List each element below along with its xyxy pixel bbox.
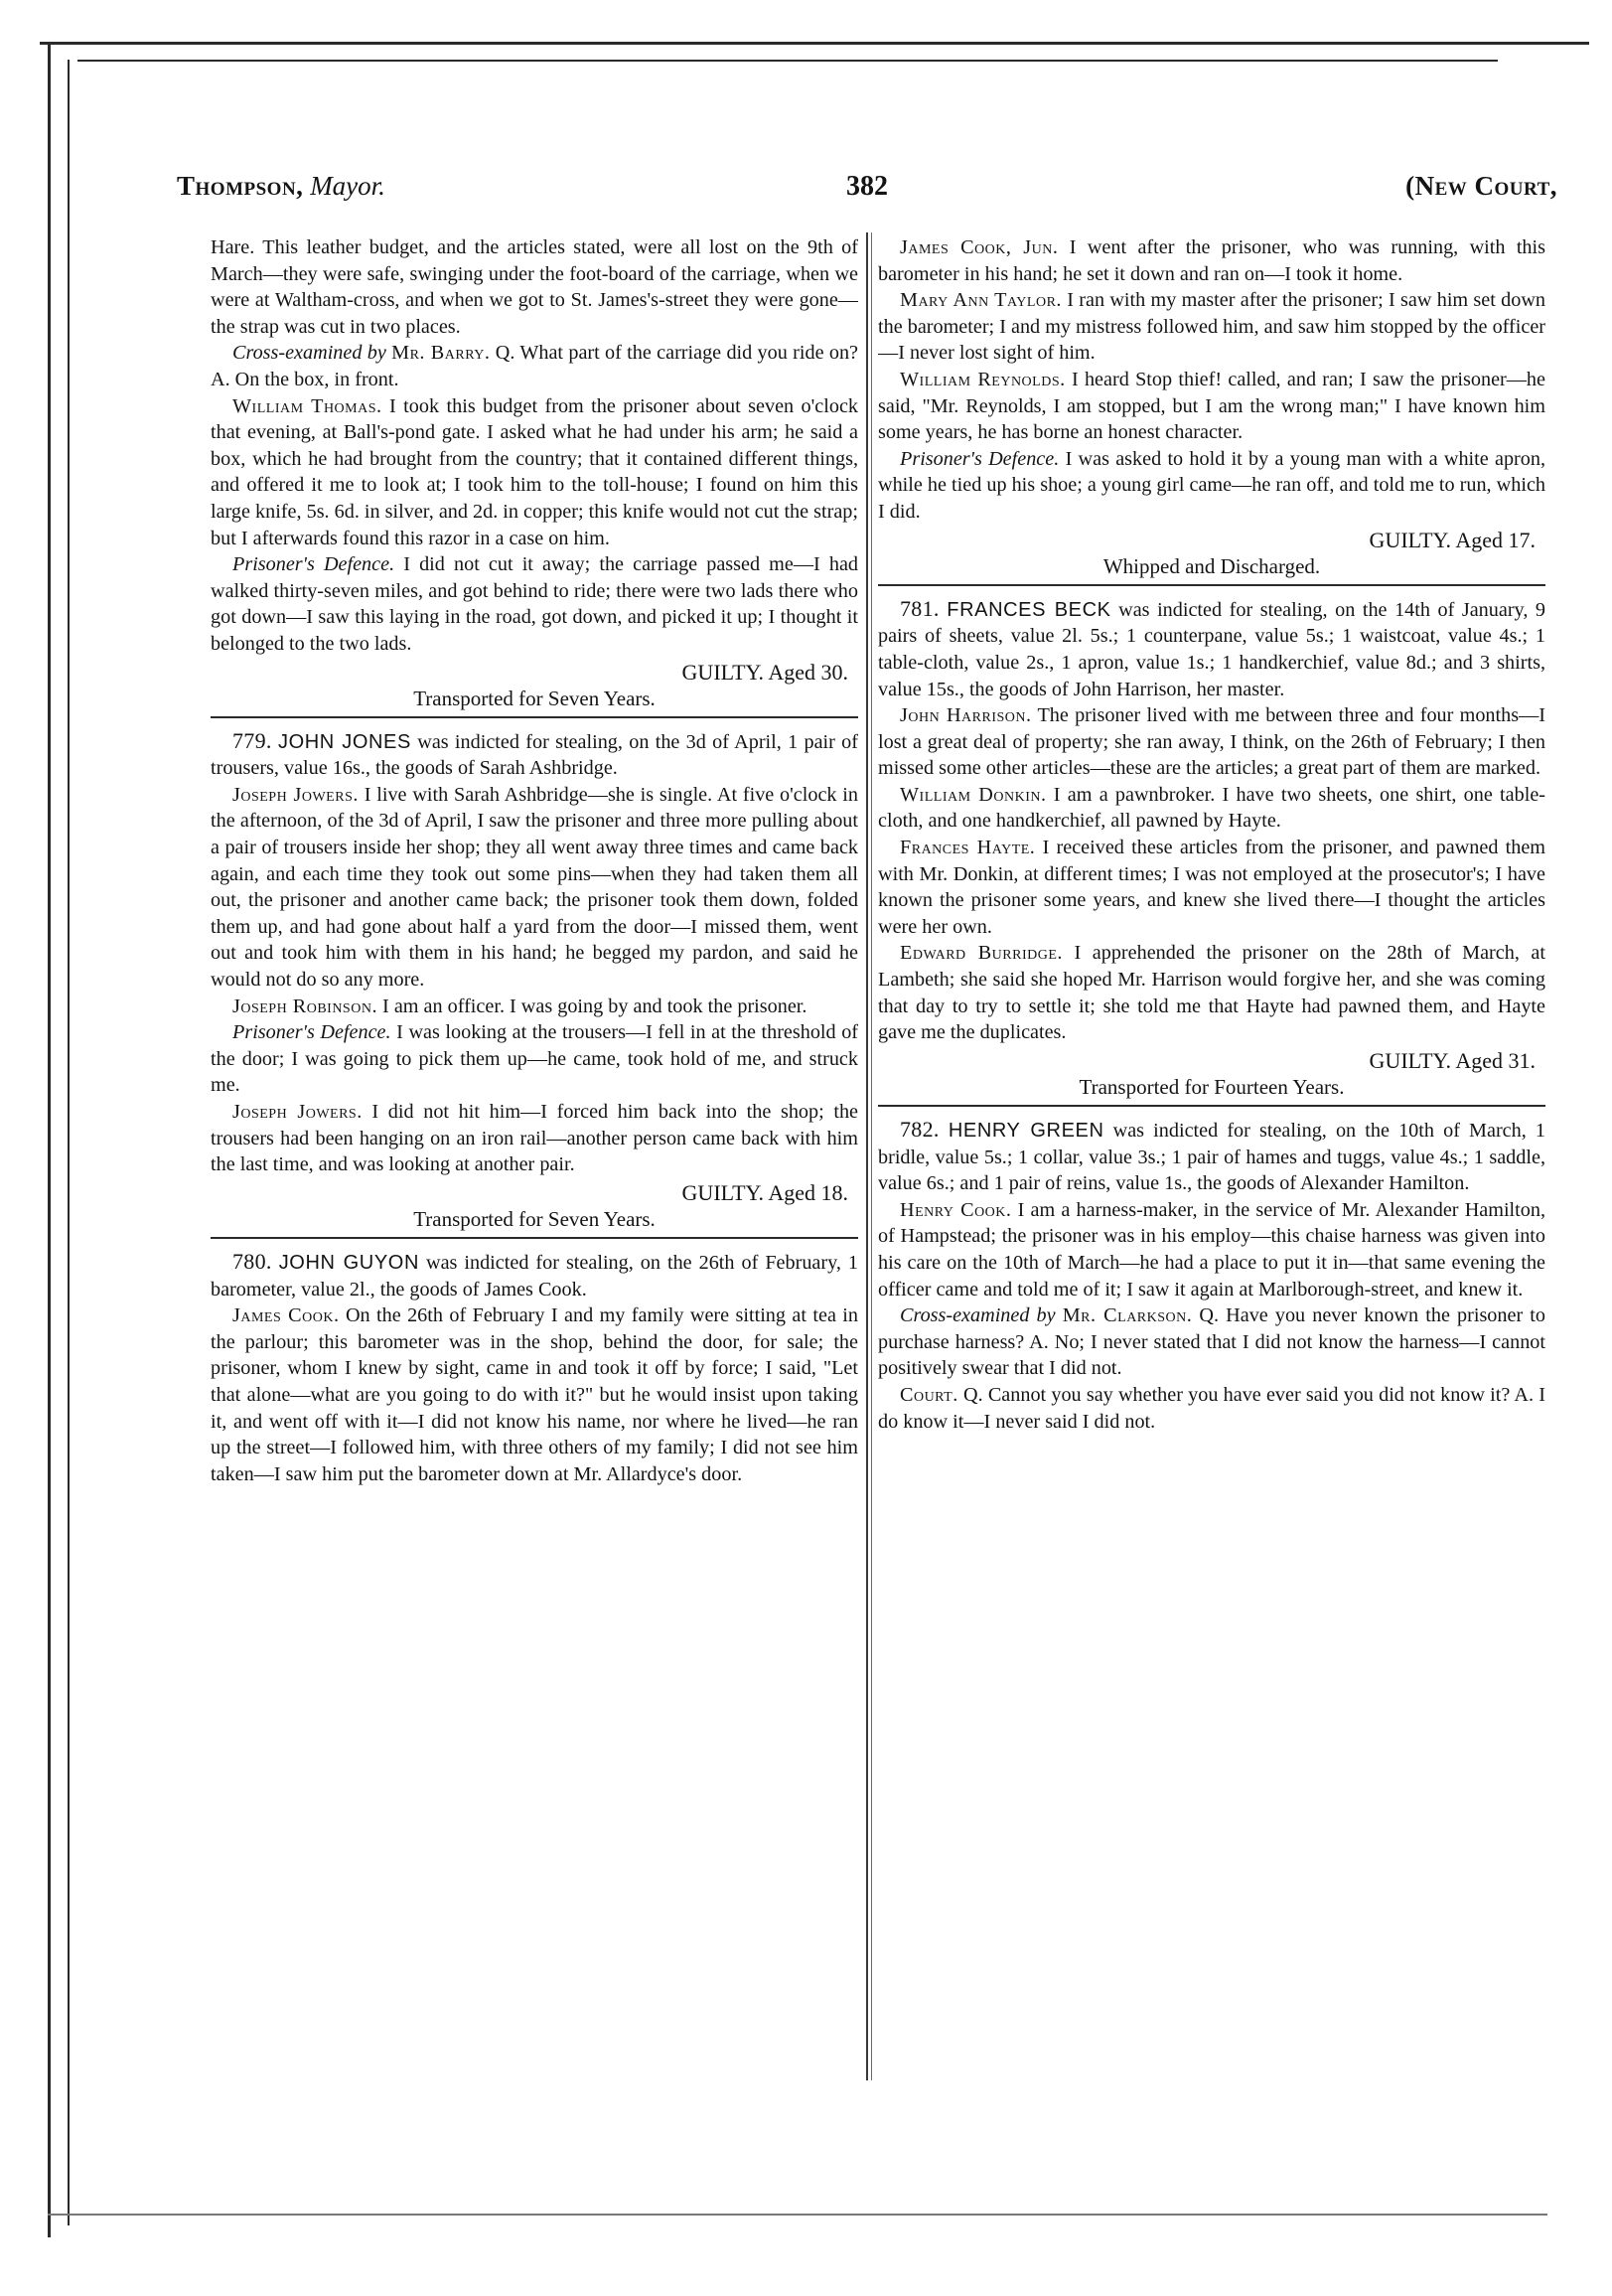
witness-name: James Cook. [232,1304,340,1327]
paragraph [878,446,1545,526]
paragraph [211,340,858,392]
defence-lead: Prisoner's Defence. [232,1021,391,1044]
testimony-text: I am an officer. I was going by and took the prisoner. [382,995,807,1017]
witness-name: James Cook, Jun. [900,236,1059,258]
paragraph [878,702,1545,782]
defence-lead: Prisoner's Defence. [232,553,395,576]
sentence: Transported for Seven Years. [413,1207,656,1232]
testimony-lead: Cross-examined by [900,1304,1056,1327]
testimony-text: I went after the prisoner, who was running, with this barometer in his hand; he set it down and ran on—I took it home. [878,236,1545,285]
witness-name: Mr. Barry. [391,342,491,365]
paragraph [211,782,858,994]
defence-lead: Prisoner's Defence. [900,447,1060,470]
paragraph [211,1099,858,1178]
verdict: GUILTY. Aged 18. [681,1179,848,1205]
verdict: GUILTY. Aged 30. [681,659,848,685]
sentence: Whipped and Discharged. [1102,554,1321,579]
witness-name: Joseph Robinson. [232,995,377,1017]
scan-border-left-inner [68,60,70,2225]
scan-border-top-inner [77,60,1498,62]
sentence: Transported for Seven Years. [413,687,656,711]
paragraph: Hare. This leather budget, and the articles stated, were all lost on the 9th of March—they were safe, swinging under the foot-board of the carriage, when we were at Waltham-cross, and when we got to St. James's-street they were gone—the strap was cut in two places. [211,236,858,338]
paragraph [878,1382,1545,1435]
indictment-text: was indicted for stealing, on the 14th of January, 9 pairs of sheets, value 2l. 5s.; 1 counterpane, value 5s.; 1 waistcoat, value 4s.; 1 table-cloth, value 2s., 1 apron, value 1s.; 1 handkerchief, value 8d.; and 3 shirts, value 15s., the goods of John Harrison, her master. [878,598,1545,700]
case-heading [878,1117,1545,1197]
paragraph [878,234,1545,287]
header-court: (New Court, [1405,171,1557,201]
paragraph [878,782,1545,835]
page-number: 382 [846,171,888,202]
testimony-text: I heard Stop thief! called, and ran; I saw the prisoner—he said, "Mr. Reynolds, I am stopped, but I am the wrong man;" I have known him some years, he has borne an honest character. [878,368,1545,444]
witness-name: John Harrison. [900,704,1032,727]
testimony-text: I am a harness-maker, in the service of Mr. Alexander Hamilton, of Hampstead; the prisoner was in his employ—this chaise harness was given into his care on the 10th of March—he had a place to put it in—that same evening the officer came and told me of it; I saw it again at Marlborough-street, and knew it. [878,1198,1545,1301]
left-column [211,234,858,2082]
defendant-name: HENRY GREEN [948,1120,1104,1142]
case-number: 782. [900,1117,940,1142]
paragraph [211,994,858,1020]
verdict: GUILTY. Aged 31. [1369,1047,1536,1073]
case-heading [211,1249,858,1302]
case-heading [211,728,858,782]
witness-name: Edward Burridge. [900,942,1063,965]
testimony-text: I apprehended the prisoner on the 28th of March, at Lambeth; she said she hoped Mr. Harrison would forgive her, and she was coming that day to try to settle it; she told me that Hayte had pawned them, and Hayte gave me the duplicates. [878,942,1545,1044]
witness-name: Court. [900,1383,958,1406]
sentence: Transported for Fourteen Years. [1079,1075,1345,1100]
witness-name: Joseph Jowers. [232,783,359,806]
paragraph [211,551,858,657]
testimony-text: I took this budget from the prisoner about seven o'clock that evening, at Ball's-pond gate. I asked what he had under his arm; he said a box, which he had brought from the country; that it contained different things, and offered it me to look at; I took him to the toll-house; I found on him this large knife, 5s. 6d. in silver, and 2d. in copper; this knife would not cut the strap; but I afterwards found this razor in a case on him. [211,394,858,549]
paragraph [211,393,858,552]
scan-border-top [40,42,1589,45]
defendant-name: FRANCES BECK [947,598,1111,621]
witness-name: Mary Ann Taylor. [900,289,1062,312]
testimony-text: On the 26th of February I and my family were sitting at tea in the parlour; this barometer was in the shop, behind the door, for sale; the prisoner, whom I knew by sight, came in and took it off by force; I said, "Let that alone—what are you going to do with it?" but he would insist upon taking it, and went off with it—I did not know his name, nor where he lived—he ran up the street—I followed him, with three others of my family; I did not see him taken—I saw him put the barometer down at Mr. Allardyce's door. [211,1304,858,1485]
witness-name: Mr. Clarkson. [1062,1304,1193,1327]
testimony-text: I received these articles from the prisoner, and pawned them with Mr. Donkin, at different times; I was not employed at the prosecutor's; I have known the prisoner some years, and knew she lived there—I thought the articles were her own. [878,837,1545,938]
paragraph [878,367,1545,446]
indictment-text: was indicted for stealing, on the 10th of March, 1 bridle, value 5s.; 1 collar, value 3s.; 1 pair of hames and tuggs, value 4s.; 1 saddle, value 6s.; and 1 pair of reins, value 1s., the goods of Alexander Hamilton. [878,1120,1545,1195]
paragraph [878,1197,1545,1302]
witness-name: William Thomas. [232,394,382,417]
case-number: 779. [232,727,272,753]
witness-name: William Reynolds. [900,368,1066,390]
case-separator [211,1237,858,1239]
testimony-text: I live with Sarah Ashbridge—she is single. At five o'clock in the afternoon, of the 3d of April, I saw the prisoner and three more pulling about a pair of trousers inside her shop; they all went away three times and came back again, and each time they took out some pins—when they had taken them all out, the prisoner and another came back; the prisoner took them down, folded them up, and had gone about half a yard from the door—I missed them, went out and took him with them in his hand; he begged my pardon, and said he would not do so any more. [211,783,858,992]
case-separator [878,1105,1545,1107]
case-separator [878,584,1545,586]
right-column [878,234,1545,2082]
defendant-name: JOHN GUYON [278,1251,419,1274]
testimony-text: I am a pawnbroker. I have two sheets, one shirt, one table-cloth, and one handkerchief, all pawned by Hayte. [878,783,1545,833]
witness-name: William Donkin. [900,783,1047,806]
paragraph [878,835,1545,940]
defendant-name: JOHN JONES [278,730,411,753]
testimony-text: I was asked to hold it by a young man with a white apron, while he tied up his shoe; a young girl came—he ran off, and told me to run, which I did. [878,447,1545,523]
witness-name: Frances Hayte. [900,837,1036,859]
verdict: GUILTY. Aged 17. [1369,527,1536,552]
witness-name: Joseph Jowers. [232,1101,363,1123]
witness-name: Henry Cook. [900,1198,1012,1221]
paragraph [878,940,1545,1045]
case-number: 780. [232,1248,272,1274]
testimony-text: I was looking at the trousers—I fell in at the threshold of the door; I was going to pick them up—he came, took hold of me, and struck me. [211,1021,858,1097]
testimony-text: Q. What part of the carriage did you ride on? A. On the box, in front. [211,342,858,390]
header-mayor-name: Thompson, [177,171,304,201]
testimony-text: I did not cut it away; the carriage passed me—I had walked thirty-seven miles, and got behind to ride; there were two lads there who got down—I saw this laying in the road, got down, and picked it up; I thought it belonged to the two lads. [211,553,858,655]
testimony-text: Q. Cannot you say whether you have ever said you did not know it? A. I do know it—I never said I did not. [878,1383,1545,1433]
running-header [177,171,1557,219]
column-divider-inner [871,232,872,2080]
scan-border-left [48,42,51,2237]
indictment-text: was indicted for stealing, on the 26th of February, 1 barometer, value 2l., the goods of James Cook. [211,1251,858,1301]
testimony-lead: Cross-examined by [232,342,386,365]
testimony-text: The prisoner lived with me between three and four months—I lost a great deal of property; she ran away, I think, on the 26th of February; I then missed some other articles—these are the articles; a great part of them are marked. [878,704,1545,780]
header-mayor-title: Mayor. [310,171,385,201]
testimony-text: I ran with my master after the prisoner; I saw him set down the barometer; I and my mistress followed him, and saw him stopped by the officer—I never lost sight of him. [878,289,1545,365]
column-divider [866,232,868,2080]
paragraph [211,1302,858,1487]
case-heading [878,596,1545,702]
testimony-text: I did not hit him—I forced him back into the shop; the trousers had been hanging on an iron rail—another person came back with him the last time, and was looking at another pair. [211,1101,858,1176]
paragraph [211,1019,858,1099]
scan-border-bottom [48,2214,1547,2216]
testimony-text: Q. Have you never known the prisoner to purchase harness? A. No; I never stated that I did not know the harness—I cannot positively swear that I did not. [878,1304,1545,1380]
case-number: 781. [900,595,940,621]
indictment-text: was indicted for stealing, on the 3d of April, 1 pair of trousers, value 16s., the goods of Sarah Ashbridge. [211,730,858,780]
paragraph [878,1302,1545,1382]
paragraph [878,287,1545,367]
case-separator [211,716,858,718]
